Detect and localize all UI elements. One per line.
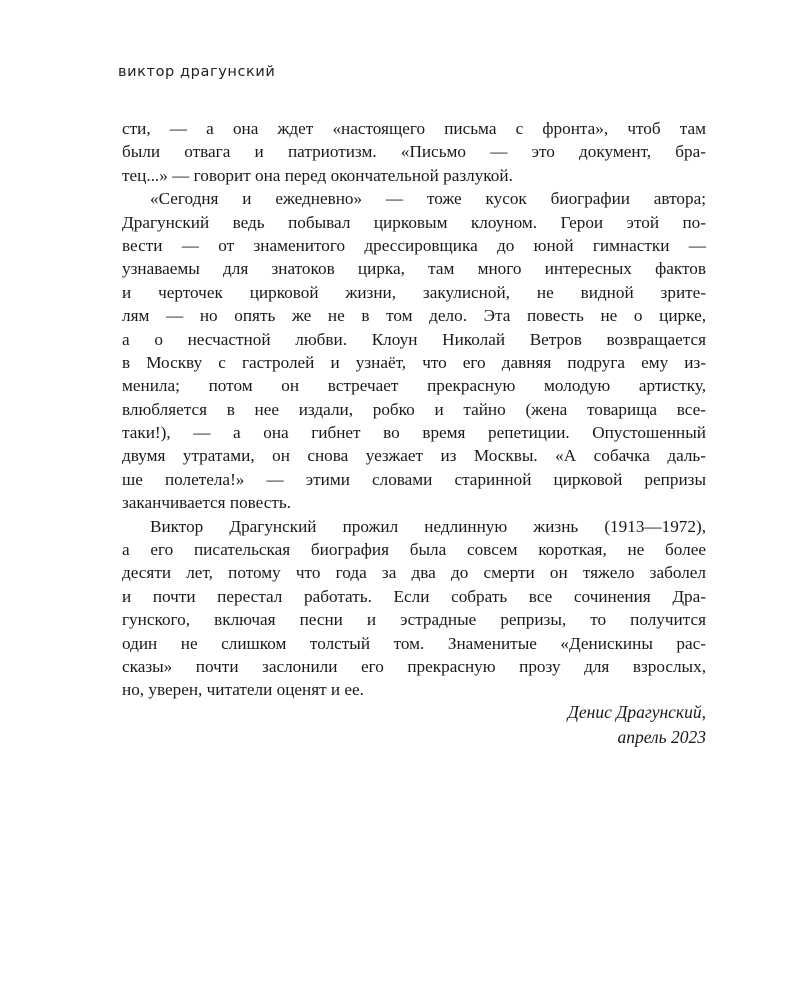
text-line: Драгунский ведь побывал цирковым клоуном. Герои этой по- bbox=[122, 212, 706, 232]
signature-date: апрель 2023 bbox=[617, 727, 706, 747]
text-line: в Москву с гастролей и узнаёт, что его давняя подруга ему из- bbox=[122, 352, 706, 372]
text-line: один не слишком толстый том. Знаменитые «Денискины рас- bbox=[122, 633, 706, 653]
text-line: а о несчастной любви. Клоун Николай Ветров возвращается bbox=[122, 329, 706, 349]
text-line: узнаваемы для знатоков цирка, там много интересных фактов bbox=[122, 259, 706, 279]
text-line: сказы» почти заслонили его прекрасную прозу для взрослых, bbox=[122, 656, 706, 676]
running-head: виктор драгунский bbox=[118, 64, 276, 80]
text-line: менила; потом он встречает прекрасную молодую артистку, bbox=[122, 376, 706, 396]
signature bbox=[568, 700, 706, 750]
paragraph-2 bbox=[122, 187, 706, 514]
text-line: влюбляется в нее издали, робко и тайно (жена товарища все- bbox=[122, 399, 706, 419]
paragraph-3 bbox=[122, 515, 706, 702]
text-line: а его писательская биография была совсем короткая, не более bbox=[122, 540, 706, 560]
text-line: вести — от знаменитого дрессировщика до юной гимнастки — bbox=[122, 235, 706, 255]
text-line: заканчивается повесть. bbox=[122, 493, 292, 513]
text-line: «Сегодня и ежедневно» — тоже кусок биографии автора; bbox=[150, 189, 706, 209]
text-line: двумя утратами, он снова уезжает из Москвы. «А собачка даль- bbox=[122, 446, 706, 466]
text-line: ше полетела!» — этими словами старинной цирковой репризы bbox=[122, 469, 706, 489]
text-line: но, уверен, читатели оценят и ее. bbox=[122, 680, 364, 700]
signature-name: Денис Драгунский, bbox=[567, 702, 706, 722]
text-line: десяти лет, потому что года за два до смерти он тяжело заболел bbox=[122, 563, 706, 583]
text-line: тец...» — говорит она перед окончательной разлукой. bbox=[122, 165, 513, 185]
text-line: и черточек цирковой жизни, закулисной, не видной зрите- bbox=[122, 282, 706, 302]
text-line: были отвага и патриотизм. «Письмо — это документ, бра- bbox=[122, 142, 706, 162]
body-text bbox=[122, 117, 706, 702]
paragraph-1 bbox=[122, 117, 706, 187]
text-line: сти, — а она ждет «настоящего письма с фронта», чтоб там bbox=[122, 119, 706, 138]
text-line: лям — но опять же не в том дело. Эта повесть не о цирке, bbox=[122, 306, 706, 326]
text-line: Виктор Драгунский прожил недлинную жизнь (1913—1972), bbox=[150, 516, 706, 536]
text-line: гунского, включая песни и эстрадные репризы, то получится bbox=[122, 610, 706, 630]
text-line: таки!), — а она гибнет во время репетиции. Опустошенный bbox=[122, 423, 706, 443]
text-line: и почти перестал работать. Если собрать все сочинения Дра- bbox=[122, 586, 706, 606]
